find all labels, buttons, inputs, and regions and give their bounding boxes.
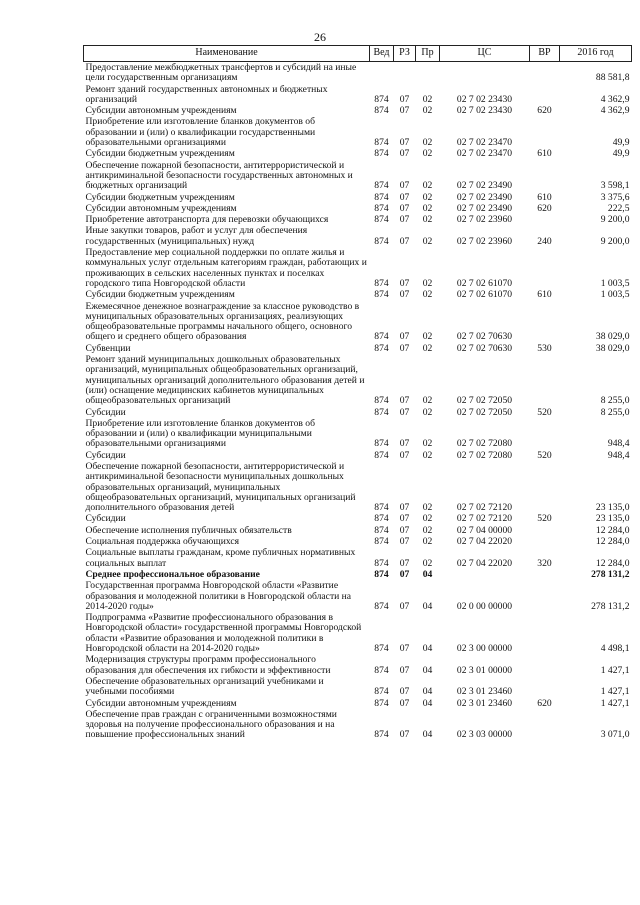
row-cs: 02 7 02 61070 [456, 277, 513, 289]
row-rz: 07 [399, 729, 410, 741]
table-row [84, 654, 632, 676]
row-vr: 240 [537, 235, 552, 247]
row-cs: 02 3 01 00000 [456, 664, 513, 676]
row-rz: 07 [399, 524, 410, 536]
row-rz [394, 62, 416, 84]
row-vr [530, 418, 560, 450]
row-pr: 04 [422, 600, 433, 612]
row-rz: 07 [399, 536, 410, 548]
row-ved: 874 [374, 235, 389, 247]
row-pr: 04 [422, 729, 433, 741]
row-cs: 02 7 02 23960 [456, 214, 513, 226]
row-name: Субсидии бюджетным учреждениям [85, 289, 235, 301]
row-rz: 07 [399, 137, 410, 149]
table-row [84, 148, 632, 159]
table-row [84, 343, 632, 354]
table-row [84, 709, 632, 741]
row-pr: 02 [422, 438, 433, 450]
row-sum: 4 498,1 [600, 643, 630, 655]
row-ved: 874 [374, 148, 389, 160]
row-rz: 07 [399, 513, 410, 525]
row-pr: 02 [422, 191, 433, 203]
row-cs: 02 7 02 70630 [456, 342, 513, 354]
table-row [84, 407, 632, 418]
row-ved: 874 [374, 331, 389, 343]
row-ved: 874 [374, 277, 389, 289]
row-cs: 02 7 02 72050 [456, 395, 513, 407]
row-rz: 07 [399, 686, 410, 698]
row-sum: 49,9 [612, 137, 630, 149]
row-pr: 02 [422, 502, 433, 514]
row-vr [530, 580, 560, 612]
row-pr: 02 [422, 214, 433, 226]
row-sum: 1 427,1 [600, 697, 630, 709]
row-sum: 3 071,0 [600, 729, 630, 741]
row-sum: 23 135,0 [595, 502, 630, 514]
row-name: Приобретение или изготовление бланков документов об образовании и (или) о квалификации государственными образовательными организациями [85, 116, 316, 149]
table-row [84, 461, 632, 513]
row-pr: 02 [422, 536, 433, 548]
row-cs: 02 7 02 72080 [456, 449, 513, 461]
row-rz: 07 [399, 235, 410, 247]
row-vr [530, 525, 560, 536]
row-name: Социальная поддержка обучающихся [85, 536, 240, 548]
row-ved: 874 [374, 438, 389, 450]
row-pr: 02 [422, 395, 433, 407]
row-vr [530, 160, 560, 192]
row-sum: 1 003,5 [600, 289, 630, 301]
header-vr: ВР [530, 46, 560, 62]
row-name: Субвенции [85, 342, 131, 354]
row-rz: 07 [399, 395, 410, 407]
row-sum: 12 284,0 [595, 524, 630, 536]
row-sum: 948,4 [607, 438, 630, 450]
row-name: Иные закупки товаров, работ и услуг для обеспечения государственных (муниципальных) нужд [85, 225, 308, 247]
row-ved [370, 62, 394, 84]
row-pr: 02 [422, 277, 433, 289]
row-ved: 874 [374, 180, 389, 192]
row-vr: 620 [537, 202, 552, 214]
table-row [84, 536, 632, 547]
row-ved: 874 [374, 289, 389, 301]
row-vr: 520 [537, 513, 552, 525]
table-row [84, 547, 632, 569]
row-name: Ремонт зданий муниципальных дошкольных образовательных организаций, муниципальных общеобразовательных организаций, муниципальных организаций дополнительного образования детей и (или) оснащение медицинских кабинетов муниципальных общеобразовательных организаций [85, 354, 365, 407]
row-rz: 07 [399, 664, 410, 676]
row-vr [530, 247, 560, 289]
row-vr [530, 676, 560, 698]
row-vr: 610 [537, 148, 552, 160]
row-ved: 874 [374, 406, 389, 418]
row-cs: 02 7 02 23490 [456, 202, 513, 214]
row-cs: 02 7 04 22020 [456, 557, 513, 569]
budget-table [83, 45, 632, 741]
row-rz: 07 [399, 449, 410, 461]
row-name: Обеспечение образовательных организаций учебниками и учебными пособиями [85, 675, 324, 698]
row-pr: 04 [422, 568, 433, 580]
row-rz: 07 [399, 697, 410, 709]
table-row [84, 450, 632, 461]
row-rz: 07 [399, 342, 410, 354]
row-cs: 02 7 02 23430 [456, 93, 513, 105]
row-pr: 02 [422, 202, 433, 214]
row-name: Субсидии бюджетным учреждениям [85, 191, 235, 203]
row-sum: 12 284,0 [595, 557, 630, 569]
row-name: Подпрограмма «Развитие профессионального образования в Новгородской области» государственной программы Новгородской области «Развитие образования и молодежной политики в Новгородской области на 2014-2020 годы» [85, 612, 362, 655]
row-pr: 02 [422, 557, 433, 569]
row-ved: 874 [374, 697, 389, 709]
row-rz: 07 [399, 502, 410, 514]
header-ved: Вед [370, 46, 394, 62]
table-body [84, 62, 632, 741]
row-ved: 874 [374, 729, 389, 741]
row-rz: 07 [399, 331, 410, 343]
row-pr: 02 [422, 524, 433, 536]
row-ved: 874 [374, 600, 389, 612]
row-name: Обеспечение исполнения публичных обязательств [85, 524, 292, 536]
row-sum: 4 362,9 [600, 105, 630, 117]
row-sum: 8 255,0 [600, 406, 630, 418]
row-vr: 610 [537, 191, 552, 203]
row-name: Субсидии [85, 406, 126, 418]
row-cs: 02 7 02 23960 [456, 235, 513, 247]
row-ved: 874 [374, 664, 389, 676]
row-cs: 02 0 00 00000 [456, 600, 513, 612]
row-sum: 278 131,2 [591, 568, 630, 580]
table-row [84, 247, 632, 289]
row-vr: 620 [537, 697, 552, 709]
row-pr: 02 [422, 137, 433, 149]
row-cs: 02 7 02 23470 [456, 148, 513, 160]
table-row [84, 513, 632, 524]
row-ved: 874 [374, 202, 389, 214]
row-name: Государственная программа Новгородской области «Развитие образования и молодежной политики в Новгородской области на 2014-2020 годы» [85, 580, 352, 612]
row-ved: 874 [374, 536, 389, 548]
table-row [84, 612, 632, 654]
table-row [84, 116, 632, 148]
table-row [84, 698, 632, 709]
row-ved: 874 [374, 686, 389, 698]
row-name: Обеспечение пожарной безопасности, антитеррористической и антикриминальной безопасности муниципальных дошкольных образовательных организаций, муниципальных общеобразовательных организаций, муниципальных организаций дополнительного образования детей [85, 460, 356, 514]
row-pr [416, 62, 440, 84]
row-sum: 3 375,6 [600, 191, 630, 203]
row-rz: 07 [399, 180, 410, 192]
row-rz: 07 [399, 148, 410, 160]
row-name: Субсидии [85, 513, 126, 525]
row-name: Обеспечение прав граждан с ограниченными возможностями здоровья на получение профессионального образования и на повышение профессиональных знаний [85, 708, 337, 741]
row-name: Ежемесячное денежное вознаграждение за классное руководство в муниципальных образовательных организациях, реализующих общеобразовательные программы начального общего, основного общего и среднего общего образования [85, 300, 360, 343]
row-vr [530, 612, 560, 654]
table-row [84, 192, 632, 203]
row-cs: 02 7 04 22020 [456, 536, 513, 548]
row-name: Субсидии [85, 449, 126, 461]
table-row [84, 62, 632, 84]
row-sum: 88 581,8 [595, 72, 630, 84]
row-ved: 874 [374, 137, 389, 149]
row-ved: 874 [374, 568, 389, 580]
row-rz: 07 [399, 568, 410, 580]
row-ved: 874 [374, 449, 389, 461]
row-ved: 874 [374, 524, 389, 536]
row-cs [440, 62, 530, 84]
row-pr: 04 [422, 697, 433, 709]
row-name: Социальные выплаты гражданам, кроме публичных нормативных социальных выплат [85, 547, 356, 569]
table-row [84, 354, 632, 406]
row-pr: 02 [422, 235, 433, 247]
table-row [84, 569, 632, 580]
table-row [84, 289, 632, 300]
row-pr: 02 [422, 331, 433, 343]
header-pr: Пр [416, 46, 440, 62]
row-name: Субсидии автономным учреждениям [85, 105, 237, 117]
row-vr [530, 709, 560, 741]
row-rz: 07 [399, 643, 410, 655]
row-cs: 02 7 02 23430 [456, 105, 513, 117]
row-sum: 278 131,2 [591, 600, 630, 612]
table-row [84, 580, 632, 612]
row-rz: 07 [399, 600, 410, 612]
row-ved: 874 [374, 214, 389, 226]
table-row [84, 160, 632, 192]
table-row [84, 525, 632, 536]
row-vr: 520 [537, 406, 552, 418]
row-pr: 02 [422, 449, 433, 461]
row-sum: 12 284,0 [595, 536, 630, 548]
row-pr: 04 [422, 686, 433, 698]
row-pr: 02 [422, 148, 433, 160]
row-ved: 874 [374, 105, 389, 117]
header-rz: РЗ [394, 46, 416, 62]
row-name: Субсидии автономным учреждениям [85, 202, 237, 214]
header-cs: ЦС [440, 46, 530, 62]
row-sum: 222,5 [607, 202, 630, 214]
row-sum: 38 029,0 [595, 342, 630, 354]
row-cs: 02 7 02 23490 [456, 180, 513, 192]
row-vr [530, 461, 560, 513]
row-vr [530, 84, 560, 106]
row-rz: 07 [399, 191, 410, 203]
row-pr: 02 [422, 105, 433, 117]
row-vr: 620 [537, 105, 552, 117]
row-cs: 02 3 01 23460 [456, 697, 513, 709]
row-cs: 02 7 02 23490 [456, 191, 513, 203]
row-cs: 02 7 02 70630 [456, 331, 513, 343]
row-ved: 874 [374, 395, 389, 407]
row-sum: 9 200,0 [600, 235, 630, 247]
row-name: Приобретение или изготовление бланков документов об образовании и (или) о квалификации муниципальными образовательными организациями [85, 417, 315, 450]
row-pr: 02 [422, 513, 433, 525]
row-sum: 1 003,5 [600, 277, 630, 289]
row-ved: 874 [374, 557, 389, 569]
table-row [84, 105, 632, 116]
row-rz: 07 [399, 202, 410, 214]
table-row [84, 301, 632, 343]
row-vr [530, 214, 560, 225]
row-pr: 02 [422, 180, 433, 192]
row-ved: 874 [374, 643, 389, 655]
header-name: Наименование [84, 46, 370, 62]
row-vr: 530 [537, 342, 552, 354]
row-vr [530, 354, 560, 406]
table-header-row [84, 46, 632, 62]
row-pr: 02 [422, 93, 433, 105]
row-cs: 02 3 03 00000 [456, 729, 513, 741]
row-ved: 874 [374, 513, 389, 525]
row-ved: 874 [374, 502, 389, 514]
table-row [84, 225, 632, 247]
row-cs: 02 3 01 23460 [456, 686, 513, 698]
row-rz: 07 [399, 406, 410, 418]
row-sum: 3 598,1 [600, 180, 630, 192]
page-number: 26 [314, 30, 326, 44]
row-sum: 49,9 [612, 148, 630, 160]
row-vr [530, 654, 560, 676]
row-cs: 02 3 00 00000 [456, 643, 513, 655]
row-cs: 02 7 02 61070 [456, 289, 513, 301]
row-cs: 02 7 02 72050 [456, 406, 513, 418]
row-cs: 02 7 02 23470 [456, 137, 513, 149]
row-pr: 04 [422, 664, 433, 676]
row-rz: 07 [399, 93, 410, 105]
header-year: 2016 год [560, 46, 632, 62]
row-rz: 07 [399, 438, 410, 450]
row-cs: 02 7 02 72120 [456, 502, 513, 514]
row-sum: 8 255,0 [600, 395, 630, 407]
row-ved: 874 [374, 93, 389, 105]
row-rz: 07 [399, 557, 410, 569]
row-vr [530, 301, 560, 343]
row-sum: 1 427,1 [600, 664, 630, 676]
row-vr [530, 569, 560, 580]
table-row [84, 418, 632, 450]
row-ved: 874 [374, 342, 389, 354]
row-cs [440, 569, 530, 580]
row-rz: 07 [399, 214, 410, 226]
row-name: Обеспечение пожарной безопасности, антитеррористической и антикриминальной безопасности государственных автономных и бюджетных организаций [85, 159, 353, 192]
row-name: Модернизация структуры программ профессионального образования для обеспечения их гибкости и эффективности [85, 654, 331, 676]
row-cs: 02 7 04 00000 [456, 524, 513, 536]
row-sum: 948,4 [607, 449, 630, 461]
row-name: Ремонт зданий государственных автономных и бюджетных организаций [85, 83, 328, 105]
table-row [84, 203, 632, 214]
table-row [84, 84, 632, 106]
row-vr [530, 536, 560, 547]
row-vr: 610 [537, 289, 552, 301]
row-sum: 1 427,1 [600, 686, 630, 698]
row-rz: 07 [399, 277, 410, 289]
row-pr: 04 [422, 643, 433, 655]
row-vr [530, 116, 560, 148]
row-sum: 38 029,0 [595, 331, 630, 343]
row-pr: 02 [422, 289, 433, 301]
row-cs: 02 7 02 72120 [456, 513, 513, 525]
row-vr: 320 [537, 557, 552, 569]
row-sum: 9 200,0 [600, 214, 630, 226]
row-name: Среднее профессиональное образование [85, 568, 260, 580]
row-pr: 02 [422, 342, 433, 354]
row-name: Субсидии автономным учреждениям [85, 697, 237, 709]
row-ved: 874 [374, 191, 389, 203]
table-row [84, 676, 632, 698]
row-vr: 520 [537, 449, 552, 461]
row-sum: 4 362,9 [600, 93, 630, 105]
table-row [84, 214, 632, 225]
row-name: Приобретение автотранспорта для перевозки обучающихся [85, 214, 329, 226]
row-rz: 07 [399, 105, 410, 117]
row-name: Предоставление мер социальной поддержки по оплате жилья и коммунальных услуг отдельным категориям граждан, работающих и проживающих в сельских населенных пунктах и поселках городского типа Новгородской области [85, 247, 367, 289]
row-pr: 02 [422, 406, 433, 418]
row-rz: 07 [399, 289, 410, 301]
row-vr [530, 62, 560, 84]
row-sum: 23 135,0 [595, 513, 630, 525]
row-name: Субсидии бюджетным учреждениям [85, 148, 235, 160]
row-name: Предоставление межбюджетных трансфертов и субсидий на иные цели государственным организациям [85, 62, 357, 84]
row-cs: 02 7 02 72080 [456, 438, 513, 450]
